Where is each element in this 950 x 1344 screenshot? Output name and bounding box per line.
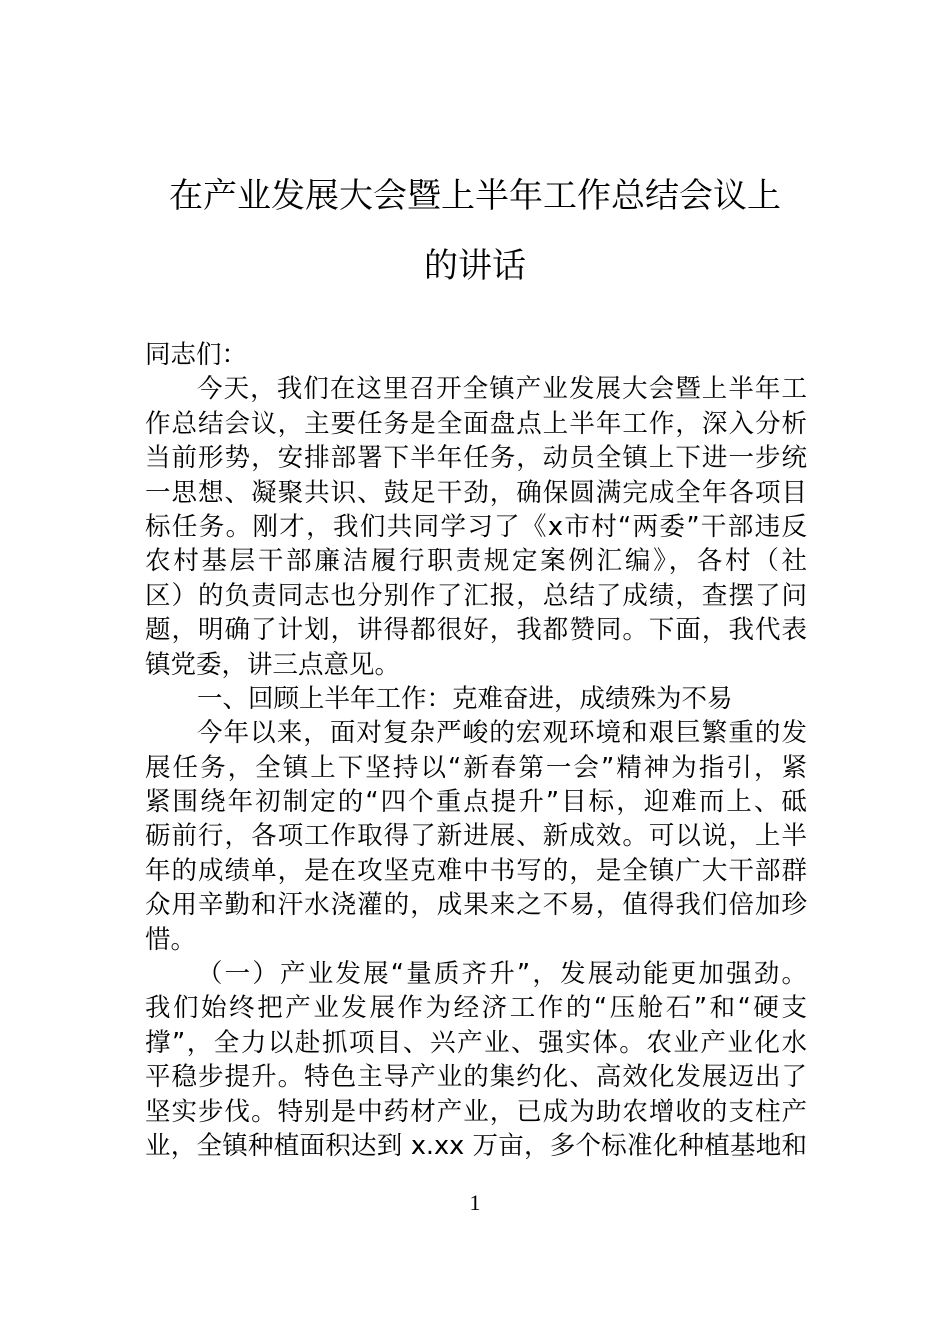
text-line: 惜。 [145, 924, 197, 955]
text-line: 众用辛勤和汗水浇灌的，成果来之不易，值得我们倍加珍 [145, 890, 807, 921]
document-title-line-1: 在产业发展大会暨上半年工作总结会议上 [169, 176, 781, 216]
text-line: 今天，我们在这里召开全镇产业发展大会暨上半年工 [197, 374, 807, 405]
text-line: 撑”，全力以赴抓项目、兴产业、强实体。农业产业化水 [145, 1027, 807, 1058]
text-line: 紧围绕年初制定的“四个重点提升”目标，迎难而上、砥 [145, 787, 807, 818]
text-line: 年的成绩单，是在攻坚克难中书写的，是全镇广大干部群 [145, 855, 807, 886]
page-number: 1 [469, 1190, 481, 1215]
text-line: 镇党委，讲三点意见。 [145, 649, 401, 680]
text-line: 作总结会议，主要任务是全面盘点上半年工作，深入分析 [145, 408, 807, 439]
text-line: 业，全镇种植面积达到 x.xx 万亩，多个标准化种植基地和 [145, 1130, 807, 1161]
text-line: 标任务。刚才，我们共同学习了《x市村“两委”干部违反 [145, 511, 807, 542]
text-line: 一、回顾上半年工作：克难奋进，成绩殊为不易 [197, 683, 733, 714]
document-body [145, 338, 807, 1163]
text-line: （一）产业发展“量质齐升”，发展动能更加强劲。 [197, 959, 807, 990]
document-title-line-2: 的讲话 [424, 246, 526, 286]
text-line: 砺前行，各项工作取得了新进展、新成效。可以说，上半 [145, 821, 807, 852]
text-line: 平稳步提升。特色主导产业的集约化、高效化发展迈出了 [145, 1062, 807, 1093]
text-line: 今年以来，面对复杂严峻的宏观环境和艰巨繁重的发 [197, 718, 807, 749]
text-line: 农村基层干部廉洁履行职责规定案例汇编》，各村（社 [145, 546, 807, 577]
text-line: 展任务，全镇上下坚持以“新春第一会”精神为指引，紧 [145, 752, 807, 783]
text-line: 题，明确了计划，讲得都很好，我都赞同。下面，我代表 [145, 615, 807, 646]
text-line: 同志们： [145, 340, 248, 370]
text-line: 坚实步伐。特别是中药材产业，已成为助农增收的支柱产 [145, 1096, 807, 1127]
text-line: 我们始终把产业发展作为经济工作的“压舱石”和“硬支 [145, 993, 807, 1024]
text-line: 一思想、凝聚共识、鼓足干劲，确保圆满完成全年各项目 [145, 477, 807, 508]
text-line: 区）的负责同志也分别作了汇报，总结了成绩，查摆了问 [145, 580, 807, 611]
text-line: 当前形势，安排部署下半年任务，动员全镇上下进一步统 [145, 443, 807, 474]
